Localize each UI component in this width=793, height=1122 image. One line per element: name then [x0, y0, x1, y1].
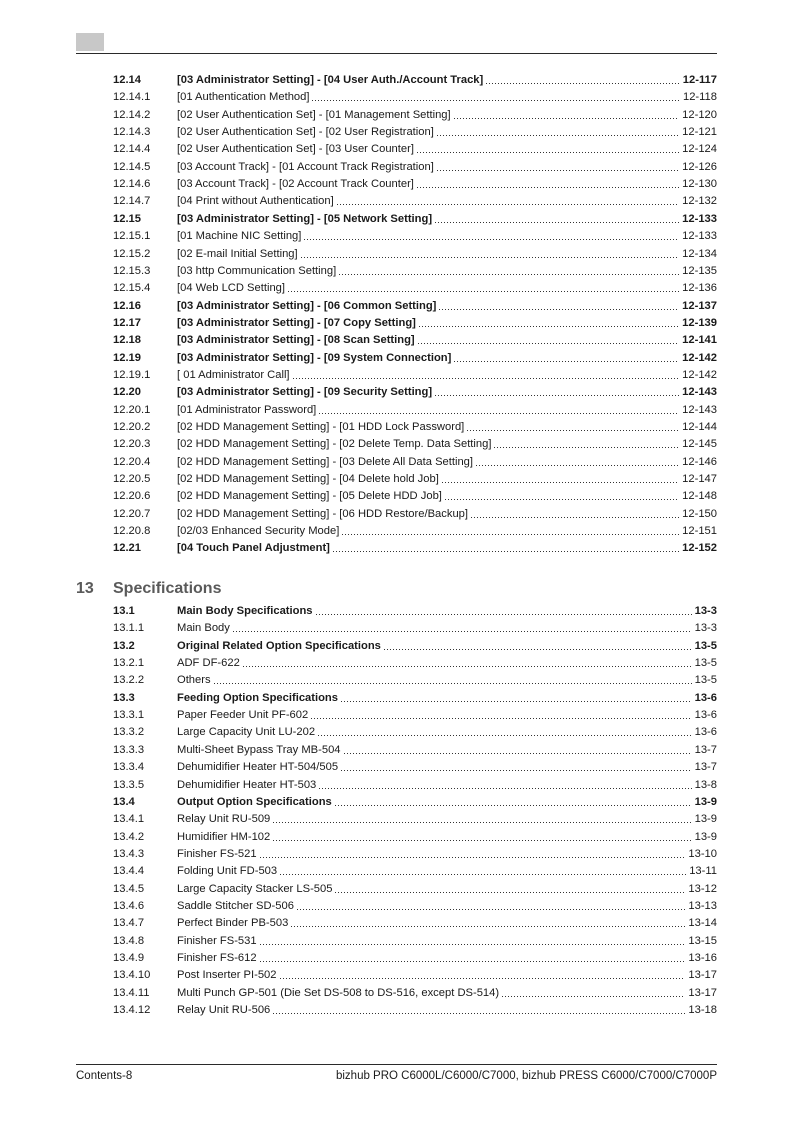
toc-dot-leader — [416, 152, 679, 153]
toc-entry-page: 12-143 — [682, 403, 717, 416]
toc-entry-page: 13-16 — [688, 952, 717, 964]
toc-entry-page: 12-117 — [682, 74, 717, 86]
toc-entry-title: [02 User Authentication Set] - [01 Management Setting] — [177, 108, 451, 121]
toc-entry-number: 12.14.2 — [113, 108, 151, 121]
toc-entry-title: ADF DF-622 — [177, 657, 240, 670]
toc-entry-title: [03 Administrator Setting] - [04 User Auth./Account Track] — [177, 74, 484, 86]
toc-entry-page: 13-3 — [694, 605, 717, 617]
toc-entry-title: Others — [177, 674, 211, 687]
toc-entry-title: [03 Administrator Setting] - [05 Network Setting] — [177, 212, 433, 225]
toc-entry[interactable] — [113, 382, 717, 399]
toc-entry-page: 13-17 — [688, 986, 717, 999]
toc-dot-leader — [279, 874, 686, 875]
toc-entry-number: 12.20.4 — [113, 455, 151, 468]
toc-entry[interactable] — [113, 278, 717, 295]
toc-entry-page: 13-15 — [688, 934, 717, 947]
toc-entry[interactable] — [113, 330, 717, 347]
toc-dot-leader — [466, 430, 679, 431]
toc-dot-leader — [416, 187, 679, 188]
toc-entry-number: 12.14.5 — [113, 160, 151, 173]
toc-entry-number: 13.4.6 — [113, 899, 145, 912]
toc-dot-leader — [336, 204, 679, 205]
toc-entry[interactable] — [113, 861, 717, 878]
toc-entry-number: 12.15.1 — [113, 230, 151, 243]
toc-dot-leader — [334, 892, 685, 893]
toc-entry-number: 13.3.1 — [113, 709, 145, 722]
toc-entry[interactable] — [113, 983, 717, 1000]
toc-dot-leader — [300, 257, 680, 258]
toc-entry-title: [01 Authentication Method] — [177, 91, 310, 104]
toc-entry-page: 13-8 — [694, 778, 717, 791]
toc-entry-title: [02 User Authentication Set] - [02 User Registration] — [177, 126, 434, 139]
toc-entry-page: 12-139 — [682, 316, 717, 329]
chapter-title: Specifications — [113, 580, 222, 597]
toc-dot-leader — [341, 534, 679, 535]
toc-entry-number: 12.14.4 — [113, 143, 151, 156]
toc-entry-title: [02 HDD Management Setting] - [02 Delete Temp. Data Setting] — [177, 438, 492, 451]
toc-entry[interactable] — [113, 139, 717, 156]
toc-entry-title: Dehumidifier Heater HT-503 — [177, 778, 317, 791]
toc-dot-leader — [340, 770, 692, 771]
toc-entry-page: 13-10 — [688, 847, 717, 860]
toc-entry-title: Saddle Stitcher SD-506 — [177, 899, 294, 912]
toc-entry-title: [02 HDD Management Setting] - [03 Delete All Data Setting] — [177, 455, 474, 468]
toc-entry[interactable] — [113, 87, 717, 104]
toc-dot-leader — [259, 944, 686, 945]
toc-entry-title: [02 HDD Management Setting] - [01 HDD Lock Password] — [177, 421, 465, 433]
toc-entry-number: 13.3.4 — [113, 761, 145, 774]
toc-entry-number: 13.3.3 — [113, 743, 145, 756]
toc-entry-title: Relay Unit RU-506 — [177, 1004, 271, 1017]
toc-entry[interactable] — [113, 879, 717, 896]
toc-entry-page: 12-146 — [682, 455, 717, 468]
toc-entry-number: 12.19 — [113, 351, 141, 364]
toc-entry-title: Large Capacity Unit LU-202 — [177, 726, 316, 739]
toc-entry-title: Humidifier HM-102 — [177, 830, 271, 843]
toc-entry[interactable] — [113, 209, 717, 226]
toc-entry[interactable] — [113, 601, 717, 618]
toc-entry-page: 12-145 — [682, 438, 717, 451]
header-tab-block — [76, 33, 104, 51]
toc-entry-page: 12-148 — [682, 490, 717, 503]
toc-entry-page: 13-9 — [694, 813, 717, 826]
toc-entry-page: 12-135 — [682, 264, 717, 277]
toc-dot-leader — [434, 395, 679, 396]
toc-entry[interactable] — [113, 417, 717, 434]
toc-dot-leader — [418, 326, 679, 327]
toc-entry-title: Finisher FS-531 — [177, 934, 257, 947]
toc-entry-page: 12-133 — [682, 212, 717, 225]
toc-dot-leader — [343, 753, 692, 754]
toc-entry[interactable] — [113, 792, 717, 809]
toc-entry-title: Original Related Option Specifications — [177, 639, 381, 652]
toc-entry-page: 13-11 — [689, 865, 717, 878]
toc-entry[interactable] — [113, 486, 717, 503]
toc-entry[interactable] — [113, 931, 717, 948]
toc-entry-number: 12.17 — [113, 316, 141, 329]
toc-entry-page: 12-126 — [682, 160, 717, 173]
toc-entry-number: 12.14.6 — [113, 178, 151, 191]
toc-entry-title: [01 Machine NIC Setting] — [177, 230, 302, 243]
toc-entry-number: 12.16 — [113, 299, 141, 312]
toc-entry-page: 12-150 — [682, 507, 717, 520]
toc-entry-page: 13-6 — [694, 726, 717, 739]
toc-entry-page: 12-142 — [682, 368, 717, 381]
toc-entry[interactable] — [113, 365, 717, 382]
toc-dot-leader — [383, 649, 692, 650]
toc-entry-title: Large Capacity Stacker LS-505 — [177, 882, 333, 895]
toc-entry[interactable] — [113, 636, 717, 653]
toc-entry-page: 13-3 — [694, 622, 717, 635]
toc-dot-leader — [272, 822, 691, 823]
toc-entry-title: [03 Administrator Setting] - [06 Common Setting] — [177, 299, 437, 312]
toc-entry-title: Dehumidifier Heater HT-504/505 — [177, 761, 339, 774]
toc-entry-title: [01 Administrator Password] — [177, 403, 317, 416]
toc-entry-number: 12.20.7 — [113, 507, 151, 520]
header-divider — [76, 53, 717, 54]
toc-entry-title: [02 HDD Management Setting] - [04 Delete hold Job] — [177, 473, 439, 486]
toc-entry[interactable] — [113, 688, 717, 705]
toc-entry-page: 12-151 — [682, 525, 717, 538]
toc-entry-number: 13.4.3 — [113, 847, 145, 860]
toc-entry-page: 13-9 — [694, 795, 717, 808]
toc-dot-leader — [441, 482, 679, 483]
toc-entry-title: [03 Account Track] - [02 Account Track Counter] — [177, 178, 414, 191]
toc-entry[interactable] — [113, 105, 717, 122]
toc-entry-page: 12-136 — [682, 282, 717, 295]
toc-dot-leader — [310, 718, 691, 719]
toc-dot-leader — [259, 961, 686, 962]
toc-dot-leader — [417, 343, 679, 344]
toc-entry-page: 12-142 — [682, 351, 717, 364]
toc-entry-page: 12-143 — [682, 386, 717, 399]
toc-entry-number: 12.20.1 — [113, 403, 151, 416]
toc-entry-title: Multi Punch GP-501 (Die Set DS-508 to DS-516, except DS-514) — [177, 986, 500, 999]
toc-entry[interactable] — [113, 261, 717, 278]
toc-entry-number: 13.4.9 — [113, 952, 145, 964]
toc-entry[interactable] — [113, 670, 717, 687]
toc-entry-number: 12.20 — [113, 386, 141, 399]
toc-entry-title: [02 E-mail Initial Setting] — [177, 247, 298, 260]
toc-entry-title: Main Body — [177, 622, 230, 635]
toc-entry-title: Output Option Specifications — [177, 795, 332, 808]
toc-entry-page: 12-134 — [682, 247, 717, 260]
toc-entry-page: 12-121 — [682, 126, 717, 139]
footer-page-label: Contents-8 — [76, 1070, 133, 1082]
toc-entry-title: Paper Feeder Unit PF-602 — [177, 709, 309, 722]
toc-entry-page: 13-5 — [694, 674, 717, 687]
toc-dot-leader — [318, 413, 679, 414]
toc-entry[interactable] — [113, 70, 717, 87]
toc-dot-leader — [318, 788, 691, 789]
toc-entry-page: 13-6 — [694, 709, 717, 722]
toc-entry-number: 12.15.3 — [113, 264, 151, 277]
toc-entry[interactable] — [113, 775, 717, 792]
toc-entry[interactable] — [113, 948, 717, 965]
toc-entry-title: [03 Account Track] - [01 Account Track Registration] — [177, 160, 434, 173]
toc-entry-title: [03 Administrator Setting] - [09 Security Setting] — [177, 386, 433, 399]
toc-entry-title: Folding Unit FD-503 — [177, 865, 278, 878]
toc-entry-title: [03 Administrator Setting] - [07 Copy Setting] — [177, 316, 416, 329]
toc-entry-number: 12.21 — [113, 542, 141, 555]
toc-entry-number: 12.14.7 — [113, 195, 151, 208]
toc-entry-page: 13-9 — [694, 830, 717, 843]
toc-entry-number: 13.4 — [113, 795, 135, 808]
toc-entry-number: 13.4.2 — [113, 830, 145, 843]
footer-divider — [76, 1064, 717, 1065]
toc-entry-page: 12-137 — [682, 299, 717, 312]
toc-entry[interactable] — [113, 348, 717, 365]
toc-entry[interactable] — [113, 157, 717, 174]
toc-entry-page: 12-132 — [682, 195, 717, 208]
toc-entry-number: 13.4.10 — [113, 969, 151, 982]
toc-entry-number: 12.20.6 — [113, 490, 151, 503]
toc-dot-leader — [315, 614, 692, 615]
toc-entry-title: Finisher FS-521 — [177, 847, 257, 860]
toc-entry-page: 13-7 — [694, 743, 717, 756]
toc-dot-leader — [485, 83, 680, 84]
toc-entry-title: [03 http Communication Setting] — [177, 264, 337, 277]
toc-entry[interactable] — [113, 226, 717, 243]
toc-entry-title: [04 Touch Panel Adjustment] — [177, 542, 330, 555]
toc-entry-title: [02 User Authentication Set] - [03 User Counter] — [177, 143, 414, 156]
toc-entry-title: Feeding Option Specifications — [177, 691, 338, 704]
toc-entry-number: 13.2.2 — [113, 674, 145, 687]
toc-entry-title: [ 01 Administrator Call] — [177, 368, 290, 381]
toc-entry[interactable] — [113, 913, 717, 930]
toc-dot-leader — [493, 447, 679, 448]
toc-entry-page: 13-5 — [694, 657, 717, 670]
toc-entry-number: 12.15.2 — [113, 247, 151, 260]
toc-dot-leader — [296, 909, 685, 910]
toc-entry-title: Main Body Specifications — [177, 605, 313, 617]
toc-entry[interactable] — [113, 174, 717, 191]
chapter-number: 13 — [76, 580, 94, 597]
toc-dot-leader — [279, 978, 686, 979]
toc-entry-number: 13.4.7 — [113, 917, 145, 930]
toc-entry-number: 12.15 — [113, 212, 141, 225]
toc-entry-page: 12-130 — [682, 178, 717, 191]
toc-dot-leader — [317, 735, 692, 736]
toc-entry-number: 13.3.2 — [113, 726, 145, 739]
toc-entry[interactable] — [113, 705, 717, 722]
toc-entry[interactable] — [113, 844, 717, 861]
toc-entry-page: 12-141 — [682, 334, 717, 347]
toc-dot-leader — [438, 309, 679, 310]
toc-entry-title: [03 Administrator Setting] - [08 Scan Setting] — [177, 334, 415, 347]
toc-entry-page: 12-120 — [682, 108, 717, 121]
chapter-heading — [76, 578, 221, 598]
toc-entry-page: 12-124 — [682, 143, 717, 156]
toc-entry-page: 13-18 — [688, 1004, 717, 1017]
toc-entry-title: Finisher FS-612 — [177, 952, 257, 964]
toc-entry-page: 13-6 — [694, 691, 717, 704]
toc-entry[interactable] — [113, 452, 717, 469]
toc-entry[interactable] — [113, 538, 717, 555]
toc-entry[interactable] — [113, 757, 717, 774]
toc-entry-page: 12-152 — [682, 542, 717, 555]
toc-entry-page: 13-7 — [694, 761, 717, 774]
toc-entry[interactable] — [113, 504, 717, 521]
toc-entry-number: 13.1.1 — [113, 622, 145, 635]
toc-entry-number: 13.2 — [113, 639, 135, 652]
toc-dot-leader — [436, 135, 679, 136]
toc-entry[interactable] — [113, 296, 717, 313]
toc-entry[interactable] — [113, 827, 717, 844]
toc-entry-number: 12.20.3 — [113, 438, 151, 451]
toc-entry-number: 13.4.11 — [113, 986, 150, 999]
toc-entry-number: 12.18 — [113, 334, 141, 347]
toc-entry[interactable] — [113, 965, 717, 982]
toc-entry-number: 12.14.1 — [113, 91, 151, 104]
toc-entry-page: 13-12 — [688, 882, 717, 895]
toc-entry-number: 13.2.1 — [113, 657, 145, 670]
toc-entry-number: 13.3.5 — [113, 778, 145, 791]
toc-entry-number: 12.14.3 — [113, 126, 151, 139]
footer-product-name: bizhub PRO C6000L/C6000/C7000, bizhub PRESS C6000/C7000/C7000P — [335, 1070, 717, 1082]
toc-entry[interactable] — [113, 191, 717, 208]
toc-entry-number: 13.1 — [113, 605, 135, 617]
toc-entry-title: [02/03 Enhanced Security Mode] — [177, 525, 340, 538]
toc-dot-leader — [501, 996, 685, 997]
toc-entry-title: [04 Web LCD Setting] — [177, 282, 285, 295]
toc-entry-title: Post Inserter PI-502 — [177, 969, 277, 982]
toc-dot-leader — [292, 378, 680, 379]
toc-dot-leader — [290, 926, 685, 927]
toc-entry-page: 12-133 — [682, 230, 717, 243]
toc-dot-leader — [272, 840, 691, 841]
toc-dot-leader — [303, 239, 679, 240]
toc-dot-leader — [259, 857, 686, 858]
toc-entry-title: [02 HDD Management Setting] - [06 HDD Restore/Backup] — [177, 507, 469, 520]
toc-entry-number: 12.20.5 — [113, 473, 151, 486]
toc-dot-leader — [470, 517, 679, 518]
toc-entry-number: 13.4.8 — [113, 934, 145, 947]
toc-entry-number: 13.4.12 — [113, 1004, 151, 1017]
toc-dot-leader — [232, 631, 692, 632]
toc-entry[interactable] — [113, 809, 717, 826]
toc-entry-number: 13.4.1 — [113, 813, 145, 826]
toc-dot-leader — [287, 291, 679, 292]
toc-dot-leader — [444, 499, 679, 500]
toc-entry[interactable] — [113, 740, 717, 757]
toc-entry-page: 13-14 — [688, 917, 717, 930]
toc-entry-number: 12.14 — [113, 74, 141, 86]
toc-entry-title: Relay Unit RU-509 — [177, 813, 271, 826]
toc-entry-page: 12-118 — [682, 91, 717, 104]
toc-entry-number: 13.4.4 — [113, 865, 145, 878]
toc-entry-title: Perfect Binder PB-503 — [177, 917, 289, 930]
toc-entry-number: 12.20.8 — [113, 525, 151, 538]
toc-entry-number: 12.20.2 — [113, 421, 151, 433]
toc-dot-leader — [272, 1013, 685, 1014]
toc-dot-leader — [436, 170, 679, 171]
toc-entry[interactable] — [113, 434, 717, 451]
toc-dot-leader — [242, 666, 692, 667]
toc-dot-leader — [475, 465, 679, 466]
toc-dot-leader — [213, 683, 692, 684]
toc-entry[interactable] — [113, 653, 717, 670]
toc-entry-number: 12.19.1 — [113, 368, 151, 381]
toc-dot-leader — [338, 274, 679, 275]
toc-entry-title: Multi-Sheet Bypass Tray MB-504 — [177, 743, 341, 756]
toc-dot-leader — [434, 222, 679, 223]
toc-entry[interactable] — [113, 244, 717, 261]
toc-entry-number: 12.15.4 — [113, 282, 151, 295]
toc-entry-title: [04 Print without Authentication] — [177, 195, 334, 208]
toc-entry-title: [02 HDD Management Setting] - [05 Delete HDD Job] — [177, 490, 442, 503]
toc-entry-page: 13-17 — [688, 969, 717, 982]
toc-dot-leader — [334, 805, 692, 806]
toc-entry-page: 12-144 — [682, 421, 717, 433]
toc-dot-leader — [340, 701, 692, 702]
toc-entry-page: 13-13 — [688, 899, 717, 912]
toc-entry-title: [03 Administrator Setting] - [09 System Connection] — [177, 351, 452, 364]
toc-entry[interactable] — [113, 722, 717, 739]
toc-entry[interactable] — [113, 400, 717, 417]
toc-dot-leader — [311, 100, 680, 101]
toc-entry[interactable] — [113, 896, 717, 913]
toc-dot-leader — [453, 118, 680, 119]
toc-entry-page: 13-5 — [694, 639, 717, 652]
toc-dot-leader — [453, 361, 679, 362]
toc-entry[interactable] — [113, 122, 717, 139]
toc-entry[interactable] — [113, 469, 717, 486]
toc-entry[interactable] — [113, 521, 717, 538]
toc-entry[interactable] — [113, 1000, 717, 1017]
toc-entry[interactable] — [113, 618, 717, 635]
toc-entry[interactable] — [113, 313, 717, 330]
toc-entry-page: 12-147 — [682, 473, 717, 486]
toc-dot-leader — [332, 551, 679, 552]
toc-entry-number: 13.4.5 — [113, 882, 145, 895]
toc-entry-number: 13.3 — [113, 691, 135, 704]
